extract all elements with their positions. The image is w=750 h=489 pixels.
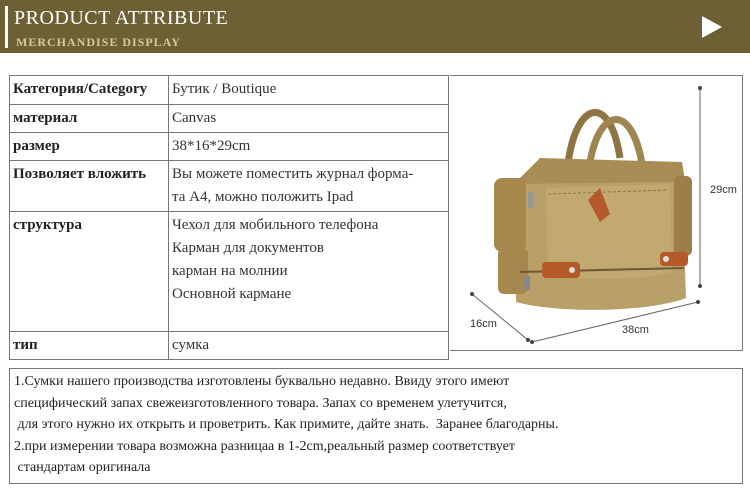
depth-dimension-label: 16cm [470, 318, 497, 330]
note-line: 1.Сумки нашего производства изготовлены буквально недавно. Ввиду этого имеют [14, 374, 510, 389]
attribute-key: материал [10, 105, 169, 133]
width-dimension-label: 38cm [622, 324, 649, 336]
note-line: специфический запах свежеизготовленного товара. Запах со временем улетучится, [14, 395, 507, 411]
table-row [10, 76, 449, 105]
table-row [10, 161, 449, 212]
attribute-key: размер [10, 133, 169, 161]
table-row [10, 105, 449, 133]
attribute-value: Бутик / Boutique [169, 76, 449, 105]
attribute-key: структура [10, 212, 169, 332]
attribute-value: 38*16*29cm [169, 133, 449, 161]
banner-subtitle: MERCHANDISE DISPLAY [16, 35, 181, 49]
attribute-value: Вы можете поместить журнал форма- та А4, можно положить Ipad [169, 161, 449, 212]
arrow-right-icon[interactable] [702, 16, 722, 38]
banner-title: PRODUCT ATTRIBUTE [14, 7, 229, 29]
table-row [10, 332, 449, 360]
attribute-table [9, 75, 449, 360]
attribute-key: Категория/Category [10, 76, 169, 105]
note-line: 2.при измерении товара возможна разницаа в 1-2cm,реальный размер соответствует [14, 438, 516, 454]
height-dimension-label: 29cm [710, 184, 737, 196]
note-line: для этого нужно их открыть и проветрить. Как примите, дайте знать. Заранее благодарны. [14, 417, 559, 432]
attribute-key: тип [10, 332, 169, 360]
table-row [10, 133, 449, 161]
notes-box [9, 368, 743, 484]
product-bag-image [450, 76, 743, 352]
product-image-frame [450, 75, 743, 351]
attribute-value: Чехол для мобильного телефона Карман для документов карман на молнии Основной кармане [169, 212, 449, 332]
attribute-value: Canvas [169, 105, 449, 133]
attribute-key: Позволяет вложить [10, 161, 169, 212]
table-row [10, 212, 449, 332]
note-line: стандартам оригинала [14, 460, 151, 475]
attribute-value: сумка [169, 332, 449, 360]
banner-accent-bar [5, 6, 8, 48]
header-banner [0, 0, 750, 53]
